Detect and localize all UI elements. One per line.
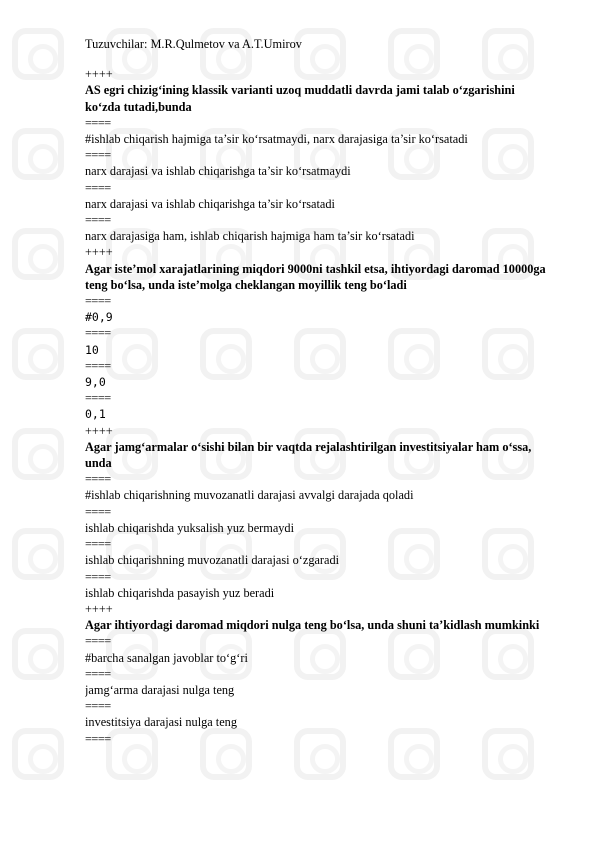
separator: ==== — [85, 294, 111, 309]
author-line: Tuzuvchilar: M.R.Qulmetov va A.T.Umirov — [85, 37, 302, 51]
watermark-tile — [12, 628, 64, 680]
question-text: Agar ihtiyordagi daromad miqdori nulga teng bo‘lsa, unda shuni ta’kidlash mumkinki — [85, 618, 540, 633]
separator: ==== — [85, 504, 111, 519]
question-marker: ++++ — [85, 67, 113, 82]
watermark-tile — [12, 128, 64, 180]
separator: ==== — [85, 569, 111, 584]
answer-option: ishlab chiqarishning muvozanatli darajasi o‘zgaradi — [85, 553, 340, 568]
answer-option: investitsiya darajasi nulga teng — [85, 715, 237, 730]
watermark-tile — [12, 328, 64, 380]
answer-option: jamg‘arma darajasi nulga teng — [85, 682, 235, 697]
question-block — [85, 66, 550, 244]
separator: ==== — [85, 148, 111, 163]
question-text: AS egri chizig‘ining klassik varianti uzoq muddatli davrda jami talab o‘zgarishini ko‘zda tutadi,bunda — [85, 83, 515, 114]
question-block — [85, 423, 550, 601]
separator: ==== — [85, 391, 111, 406]
question-marker: ++++ — [85, 423, 113, 438]
answer-option: 9,0 — [85, 375, 106, 390]
answer-option: 0,1 — [85, 407, 106, 422]
answer-option: #barcha sanalgan javoblar to‘g‘ri — [85, 650, 248, 665]
answer-option: narx darajasi va ishlab chiqarishga ta’sir ko‘rsatmaydi — [85, 164, 351, 179]
answer-option: #ishlab chiqarishning muvozanatli darajasi avvalgi darajada qoladi — [85, 488, 414, 503]
watermark-tile — [12, 28, 64, 80]
answer-option: #ishlab chiqarish hajmiga ta’sir ko‘rsatmaydi, narx darajasiga ta’sir ko‘rsatadi — [85, 132, 468, 147]
question-marker: ++++ — [85, 245, 113, 260]
separator: ==== — [85, 666, 111, 681]
separator: ==== — [85, 472, 111, 487]
question-block — [85, 244, 550, 422]
separator: ==== — [85, 115, 111, 130]
watermark-tile — [12, 728, 64, 780]
separator: ==== — [85, 699, 111, 714]
question-marker: ++++ — [85, 601, 113, 616]
question-text: Agar iste’mol xarajatlarining miqdori 9000ni tashkil etsa, ihtiyordagi daromad 10000ga teng bo‘lsa, unda iste’molga cheklangan moyillik teng bo‘ladi — [85, 261, 546, 292]
separator: ==== — [85, 537, 111, 552]
separator: ==== — [85, 326, 111, 341]
answer-option: ishlab chiqarishda pasayish yuz beradi — [85, 585, 275, 600]
answer-option: narx darajasi va ishlab chiqarishga ta’sir ko‘rsatadi — [85, 196, 335, 211]
watermark-tile — [12, 528, 64, 580]
separator: ==== — [85, 358, 111, 373]
question-block — [85, 601, 550, 747]
answer-option: 10 — [85, 342, 99, 357]
answer-option: #0,9 — [85, 310, 113, 325]
separator: ==== — [85, 731, 111, 746]
separator: ==== — [85, 213, 111, 228]
separator: ==== — [85, 634, 111, 649]
watermark-tile — [12, 228, 64, 280]
answer-option: ishlab chiqarishda yuksalish yuz bermaydi — [85, 520, 294, 535]
watermark-tile — [12, 428, 64, 480]
answer-option: narx darajasiga ham, ishlab chiqarish hajmiga ham ta’sir ko‘rsatadi — [85, 229, 415, 244]
separator: ==== — [85, 180, 111, 195]
document-content — [85, 36, 550, 747]
question-text: Agar jamg‘armalar o‘sishi bilan bir vaqtda rejalashtirilgan investitsiyalar ham o‘ssa, unda — [85, 439, 532, 471]
